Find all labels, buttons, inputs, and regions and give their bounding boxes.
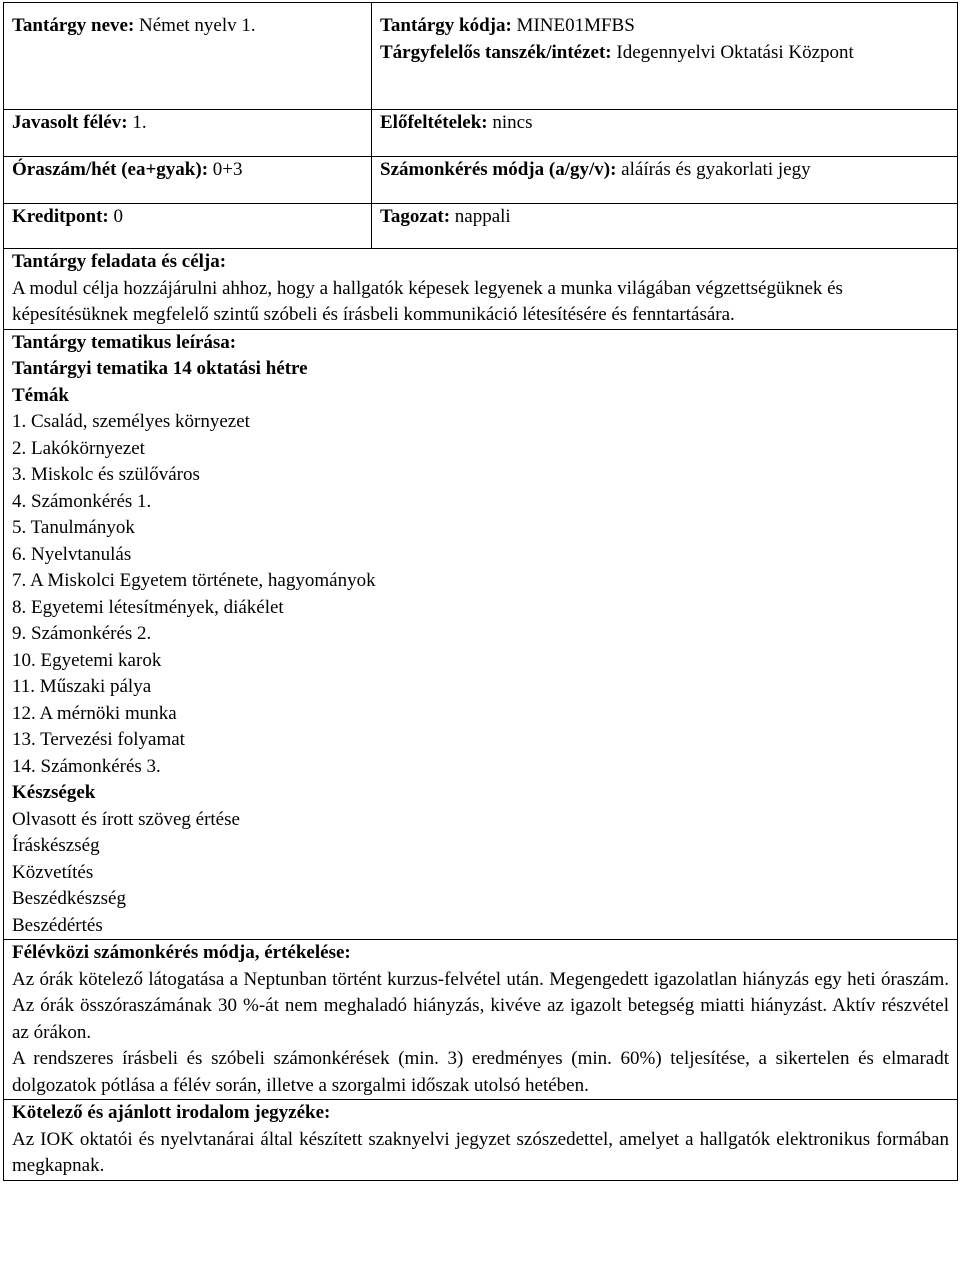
- hours-label: Óraszám/hét (ea+gyak):: [12, 159, 209, 180]
- literature-text: Az IOK oktatói és nyelvtanárai által készített szaknyelvi jegyzet szószedettel, amelyet a hallgatók elektronikus formában megkapnak.: [12, 1128, 949, 1176]
- list-item: Olvasott és írott szöveg értése: [12, 808, 240, 830]
- subject-code-dept-cell: [372, 3, 958, 110]
- subject-name-cell: [4, 3, 372, 110]
- list-item: 1. Család, személyes környezet: [12, 411, 250, 432]
- list-item: Beszédértés: [12, 914, 103, 936]
- semester-cell: [4, 110, 372, 157]
- list-item: 5. Tanulmányok: [12, 517, 135, 538]
- list-item: 7. A Miskolci Egyetem története, hagyományok: [12, 570, 376, 591]
- skills-heading: Készségek: [12, 782, 96, 803]
- list-item: Íráskészség: [12, 835, 100, 856]
- literature-heading: Kötelező és ajánlott irodalom jegyzéke:: [12, 1102, 331, 1123]
- department-value: Idegennyelvi Oktatási Központ: [616, 41, 854, 63]
- list-item: 2. Lakókörnyezet: [12, 437, 145, 459]
- list-item: 8. Egyetemi létesítmények, diákélet: [12, 596, 284, 618]
- list-item: 4. Számonkérés 1.: [12, 490, 152, 512]
- credit-value: 0: [113, 206, 124, 227]
- assessment-cell: [4, 940, 958, 1100]
- list-item: 3. Miskolc és szülőváros: [12, 464, 200, 485]
- subject-code-label: Tantárgy kódja:: [380, 15, 512, 36]
- semester-label: Javasolt félév:: [12, 112, 128, 133]
- prerequisites-cell: [372, 110, 958, 157]
- list-item: 10. Egyetemi karok: [12, 649, 162, 671]
- exam-type-label: Számonkérés módja (a/gy/v):: [380, 159, 617, 180]
- list-item: 13. Tervezési folyamat: [12, 729, 185, 750]
- skills-list: [12, 807, 949, 940]
- prerequisites-value: nincs: [492, 112, 533, 133]
- hours-cell: [4, 157, 372, 204]
- study-mode-cell: [372, 204, 958, 249]
- exam-type-value: aláírás és gyakorlati jegy: [621, 159, 811, 180]
- literature-cell: [4, 1100, 958, 1181]
- thematic-heading: Tantárgy tematikus leírása:: [12, 331, 237, 353]
- exam-type-cell: [372, 157, 958, 204]
- aim-text: A modul célja hozzájárulni ahhoz, hogy a hallgatók képesek legyenek a munka világában végzettségüknek és képesítésüknek megfelelő szintű szóbeli és írásbeli kommunikáció létesítésére és fenntartására.: [12, 277, 843, 325]
- subject-name-label: Tantárgy neve:: [12, 15, 135, 36]
- prerequisites-label: Előfeltételek:: [380, 112, 488, 133]
- credit-label: Kreditpont:: [12, 206, 109, 227]
- hours-value: 0+3: [212, 159, 243, 180]
- assessment-paragraph-1: Az órák kötelező látogatása a Neptunban történt kurzus-felvétel után. Megengedett igazolatlan hiányzás egy heti óraszám. Az órák összóraszámának 30 %-át nem meghaladó hiányzás, kivéve az igazolt betegség miatti hiányzást. Aktív részvétel az órákon.: [12, 968, 949, 1043]
- credit-cell: [4, 204, 372, 249]
- assessment-paragraph-2: A rendszeres írásbeli és szóbeli számonkérések (min. 3) eredményes (min. 60%) teljesítése, a sikertelen és elmaradt dolgozatok pótlása a félév során, illetve a szorgalmi időszak utolsó hetében.: [12, 1048, 949, 1096]
- list-item: 11. Műszaki pálya: [12, 676, 152, 697]
- topics-list: [12, 409, 949, 780]
- list-item: Közvetítés: [12, 861, 94, 883]
- assessment-heading: Félévközi számonkérés módja, értékelése:: [12, 942, 351, 963]
- thematic-subheading: Tantárgyi tematika 14 oktatási hétre: [12, 358, 308, 379]
- list-item: Beszédkészség: [12, 888, 126, 909]
- syllabus-table: [3, 2, 958, 1181]
- subject-code-value: MINE01MFBS: [516, 15, 635, 36]
- list-item: 12. A mérnöki munka: [12, 702, 177, 724]
- list-item: 14. Számonkérés 3.: [12, 755, 161, 777]
- topics-heading: Témák: [12, 384, 69, 406]
- list-item: 6. Nyelvtanulás: [12, 543, 132, 565]
- thematic-cell: [4, 329, 958, 940]
- semester-value: 1.: [132, 112, 147, 133]
- list-item: 9. Számonkérés 2.: [12, 623, 152, 644]
- study-mode-value: nappali: [454, 206, 511, 227]
- aim-cell: [4, 249, 958, 330]
- subject-name-value: Német nyelv 1.: [139, 15, 256, 36]
- department-label: Tárgyfelelős tanszék/intézet:: [380, 41, 612, 63]
- study-mode-label: Tagozat:: [380, 206, 451, 227]
- aim-heading: Tantárgy feladata és célja:: [12, 251, 227, 272]
